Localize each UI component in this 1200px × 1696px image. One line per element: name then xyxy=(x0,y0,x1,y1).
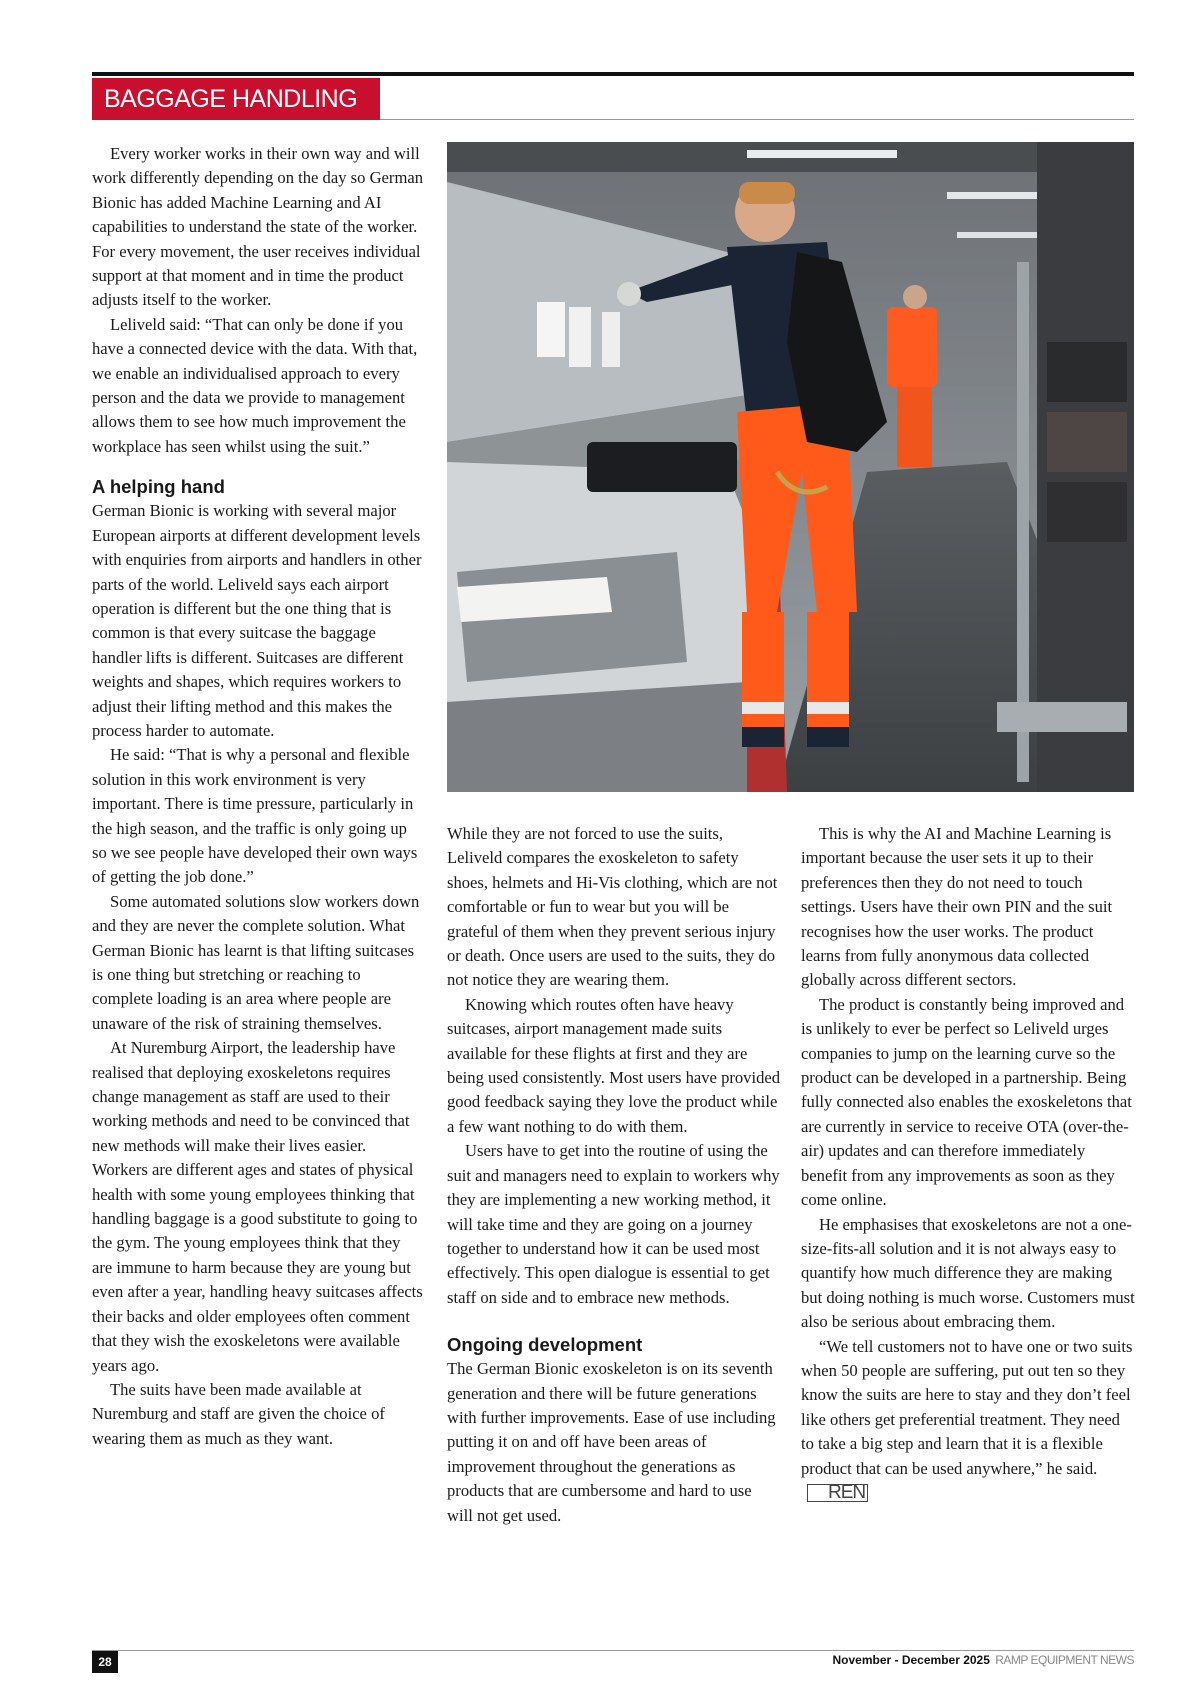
paragraph: Users have to get into the routine of using the suit and managers need to explain to workers why they are implementing a new working method, it will take time and they are going on a journey together to understand how it can be used most effectively. This open dialogue is essential to get staff on side and to embrace new methods. xyxy=(447,1141,780,1307)
header-thin-rule xyxy=(380,119,1134,120)
paragraph: Some automated solutions slow workers down and they are never the complete solution. What German Bionic has learnt is that lifting suitcases is one thing but stretching or reaching to complete loading is an area where people are unaware of the risk of straining themselves. xyxy=(92,891,420,1033)
paragraph-final xyxy=(801,1335,1135,1506)
article-photo xyxy=(447,142,1134,792)
subheading-helping-hand: A helping hand xyxy=(92,476,225,498)
paragraph: Every worker works in their own way and will work differently depending on the day so German Bionic has added Machine Learning and AI capabilities to understand the state of the worker. For every movement, the user receives individual support at that moment and in time the product adjusts itself to the worker. xyxy=(92,144,424,310)
paragraph: The product is constantly being improved and is unlikely to ever be perfect so Leliveld urges companies to jump on the learning curve so the product can be developed in a partnership. Being fully connected also enables the exoskeletons that are currently in service to receive OTA (over-the-air) updates and can therefore immediately benefit from any improvements as soon as they come online. xyxy=(801,994,1132,1210)
paragraph: He emphasises that exoskeletons are not a one-size-fits-all solution and it is not always easy to quantify how much difference they are making but doing nothing is much worse. Customers must also be serious about embracing them. xyxy=(801,1214,1135,1332)
article-column-2 xyxy=(447,822,781,1528)
footer-rule xyxy=(92,1650,1134,1651)
paragraph: While they are not forced to use the suits, Leliveld compares the exoskeleton to safety shoes, helmets and Hi-Vis clothing, which are not comfortable or fun to wear but you will be grateful of them when they prevent serious injury or death. Once users are used to the suits, they do not notice they are wearing them. xyxy=(447,824,778,990)
final-text: “We tell customers not to have one or two suits when 50 people are suffering, put out ten so they know the suits are here to stay and they don’t feel like others get preferential treatment. They need to take a big step and learn that it is a flexible product that can be used anywhere,” he said. xyxy=(801,1336,1133,1478)
paragraph: German Bionic is working with several major European airports at different development levels with enquiries from airports and handlers in other parts of the world. Leliveld says each airport operation is different but the one thing that is common is that every suitcase the baggage handler lifts is different. Suitcases are different weights and shapes, which requires workers to adjust their lifting method and this makes the process harder to automate. xyxy=(92,501,422,740)
page-number: 28 xyxy=(92,1651,118,1673)
footer-info xyxy=(832,1653,1134,1667)
header-top-rule xyxy=(92,72,1134,76)
magazine-name: RAMP EQUIPMENT NEWS xyxy=(995,1653,1134,1667)
paragraph: Leliveld said: “That can only be done if you have a connected device with the data. With that, we enable an individualised approach to every person and the data we provide to management allows them to see how much improvement the workplace has seen whilst using the suit.” xyxy=(92,314,418,456)
paragraph: The suits have been made available at Nuremburg and staff are given the choice of wearing them as much as they want. xyxy=(92,1379,385,1448)
paragraph: The German Bionic exoskeleton is on its seventh generation and there will be future generations with further improvements. Ease of use including putting it on and off have been areas of improvement throughout the generations as products that are cumbersome and hard to use will not get used. xyxy=(447,1359,776,1525)
subheading-ongoing-development: Ongoing development xyxy=(447,1334,643,1356)
article-column-3 xyxy=(801,822,1135,1505)
article-column-1 xyxy=(92,142,424,1451)
section-tag: BAGGAGE HANDLING xyxy=(92,78,380,120)
issue-date: November - December 2025 xyxy=(832,1653,990,1667)
paragraph: This is why the AI and Machine Learning is important because the user sets it up to their preferences then they do not need to touch settings. Users have their own PIN and the suit recognises how the user works. The product learns from fully anonymous data collected globally across different sectors. xyxy=(801,824,1113,990)
paragraph: Knowing which routes often have heavy suitcases, airport management made suits available for these flights at first and they are being used consistently. Most users have provided good feedback saying they love the product while a few want nothing to do with them. xyxy=(447,994,781,1136)
paragraph: At Nuremburg Airport, the leadership have realised that deploying exoskeletons requires change management as staff are used to their working methods and need to be convinced that new methods will make their lives easier. Workers are different ages and states of physical health with some young employees thinking that handling baggage is a good substitute to going to the gym. The young employees think that they are immune to harm because they are young but even after a year, handling heavy suitcases affects their backs and older employees often comment that they wish the exoskeletons were available years ago. xyxy=(92,1038,423,1375)
end-logo-mark: REN xyxy=(807,1484,868,1502)
paragraph: He said: “That is why a personal and flexible solution in this work environment is very important. There is time pressure, particularly in the high season, and the traffic is only going up so we see people have developed their own ways of getting the job done.” xyxy=(92,745,418,887)
baggage-handler-illustration xyxy=(447,142,1134,792)
